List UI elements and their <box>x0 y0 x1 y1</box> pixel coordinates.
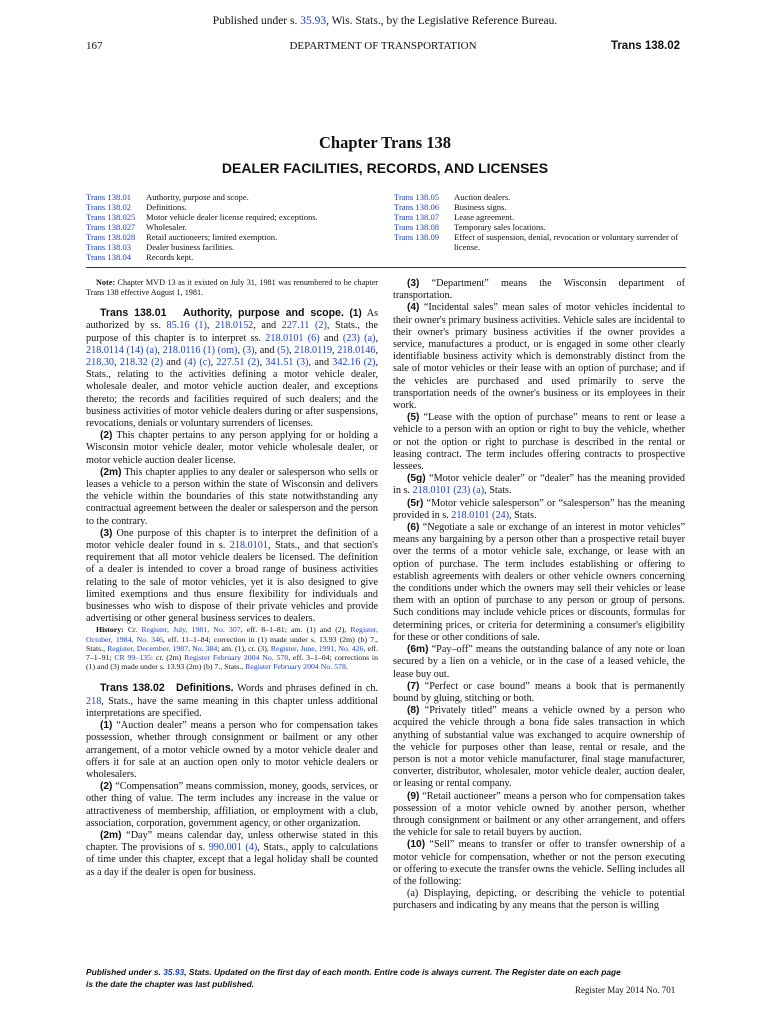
toc-entry[interactable] <box>394 202 686 212</box>
toc-section-link[interactable]: Trans 138.07 <box>394 212 440 222</box>
statute-link[interactable]: 227.11 (2) <box>281 320 327 332</box>
banner-statute-link[interactable]: 35.93 <box>300 15 327 27</box>
sub-label: (2m) <box>100 829 122 841</box>
toc-right <box>394 192 686 252</box>
text-run: One purpose of this chapter is to interpret the definition of a motor vehicle dealer found in s. <box>86 527 378 552</box>
statute-link[interactable]: 218.0146 <box>337 344 376 356</box>
toc-section-link[interactable]: Trans 138.01 <box>86 192 132 202</box>
text-run: “Privately titled” means a vehicle owned by a person who acquired the vehicle through a bona fide sales transaction in which anything of substantial value was exchanged to acquire ownership of the vehicle for purposes other than lease, rental or resale, and the person is not a motor vehicle manufacturer, final stage manufacturer, converter, distributor, wholesaler, motor vehicle dealer, auction dealer, or leasing or rental company. <box>393 705 685 790</box>
sub-label: (4) <box>407 302 420 314</box>
toc-section-link[interactable]: Trans 138.09 <box>394 232 440 242</box>
statute-link[interactable]: (4) (c) <box>184 357 211 368</box>
toc-section-title: Wholesaler. <box>146 222 187 232</box>
text-run: “Incidental sales” mean sales of motor vehicles incidental to their owner's primary business activities. Vehicle sales are incidental to their owner's primary business activities if the owner provides a service, manufactures a product, or is engaged in some other clearly identifiable business activity which is demonstrably distinct from the sale of motor vehicles or their lease with an option of purchase; and if the vehicles are purchased and used primarily to serve the transportation needs of the owner's business or its employees in their work. <box>393 302 685 412</box>
definition-6m <box>393 644 685 681</box>
divider-rule <box>86 267 686 268</box>
statute-link[interactable]: 341.51 (3) <box>265 357 309 368</box>
text-run: Cr. <box>123 625 142 635</box>
text-run: , <box>114 357 120 368</box>
statute-link[interactable]: 218.0119 <box>294 344 333 356</box>
definition-2m <box>86 830 378 879</box>
definition-3 <box>393 278 685 302</box>
definition-8 <box>393 705 685 790</box>
toc-section-link[interactable]: Trans 138.02 <box>86 202 132 212</box>
chapter-subtitle: DEALER FACILITIES, RECORDS, AND LICENSES <box>221 160 549 176</box>
text-run: , <box>375 332 379 344</box>
register-link[interactable]: Register February 2004 No. 578 <box>184 653 289 663</box>
text-run: “Retail auctioneer” means a person who for compensation takes possession of a motor vehicle owned by another person, whether through consignment or bailment or any other arrangement, and offers the vehicle for sale to retail buyers by auction. <box>393 790 685 839</box>
statute-link[interactable]: (5) <box>277 344 290 356</box>
right-column <box>393 278 685 913</box>
statute-link[interactable]: 218 <box>86 695 102 707</box>
footer-line-1 <box>86 966 686 978</box>
sub-label: (1) <box>349 308 362 320</box>
sub-label: (8) <box>407 705 420 717</box>
definition-7 <box>393 681 685 705</box>
note-label: Note: <box>96 278 116 287</box>
toc-entry[interactable] <box>86 232 376 242</box>
text-run: “Sell” means to transfer or offer to transfer ownership of a motor vehicle for compensation, whether or not the person executing or offering to execute the transfer owns the vehicle. Selling includes all of the following: <box>393 839 685 887</box>
statute-link[interactable]: 218.0114 (14) (a) <box>86 344 158 356</box>
section-138-01-title: Authority, purpose and scope. <box>182 307 344 320</box>
register-link[interactable]: Register, October, 1984, No. 346 <box>86 625 379 644</box>
text-run: “Motor vehicle dealer” or “dealer” has the meaning provided in s. <box>393 473 685 497</box>
sub-label: (5g) <box>407 473 426 485</box>
text-run: , <box>237 344 243 356</box>
text-run: , Stats. <box>484 485 512 497</box>
register-link[interactable]: Register February 2004 No. 578 <box>245 662 346 672</box>
section-138-01-sub-2 <box>86 430 378 467</box>
text-run: , <box>289 344 295 356</box>
definition-9 <box>393 791 685 840</box>
running-head <box>86 40 680 54</box>
text-run: “Compensation” means commission, money, goods, services, or other thing of value. The term includes any increase in the value or attractiveness of membership, affiliation, or employment with a club, association, corporation, government agency, or other organization. <box>86 781 378 829</box>
history-label: History: <box>96 625 124 635</box>
text-run: , Stats., the purpose of this chapter is to interpret ss. <box>86 320 378 344</box>
footer-statute-link[interactable]: 35.93 <box>163 967 185 977</box>
text-run: , eff. 3–1–04; corrections in (1) and (3) made under s. 13.93 (2m) (b) 7., Stats., <box>86 653 378 672</box>
sub-label: (2) <box>100 781 113 793</box>
sub-label: (3) <box>100 527 113 539</box>
statute-link[interactable]: (23) (a) <box>342 332 376 344</box>
statute-link[interactable]: 218.0101 (6) <box>265 332 320 344</box>
statute-link[interactable]: 218.30 <box>86 357 115 368</box>
toc-section-link[interactable]: Trans 138.03 <box>86 242 132 252</box>
toc-entry[interactable] <box>394 192 686 202</box>
text-run: , <box>206 320 216 332</box>
register-link[interactable]: Register, July, 1981, No. 307 <box>141 625 241 635</box>
footer-line-2: is the date the chapter was last published. <box>86 979 255 989</box>
definition-2 <box>86 781 378 830</box>
text-run: “Pay–off” means the outstanding balance of any note or loan secured by a lien on a vehicle, or in the case of a leased vehicle, the lease buy out. <box>393 644 685 680</box>
text-run: , Stats., and that section's requirement that all motor vehicle dealers be licensed. The definition of a dealer is intended to cover a broad range of business activities relating to the sale of motor vehicles, yet it is also designed to give limited exemptions and thus ensure flexibility for individuals and businesses who wish to dispose of their private vehicles and provide advertising or other general business services to dealers. <box>86 540 378 625</box>
text-run: , Stats., have the same meaning in this chapter unless additional interpretations are specified. <box>86 695 378 719</box>
toc-section-title: Records kept. <box>146 252 194 262</box>
text-run: , eff. 11–1–84; correction in (1) made under s. 13.93 (2m) (b) 7., Stats., <box>86 634 378 653</box>
definition-1 <box>86 720 378 781</box>
department-name: DEPARTMENT OF TRANSPORTATION <box>289 40 477 52</box>
definition-5 <box>393 412 685 473</box>
text-run: , eff. 7–1–91; <box>86 643 378 663</box>
sub-label: (7) <box>407 680 420 692</box>
text-run: “Department” means the Wisconsin department of transportation. <box>393 278 685 302</box>
text-run: ; am. (1), cr. (3), <box>217 643 271 653</box>
definition-10a: (a) Displaying, depicting, or describing the vehicle to potential purchasers and indicating by any means that the person is willing <box>393 888 685 912</box>
sub-label: (10) <box>407 839 426 851</box>
text-run: , <box>210 357 217 368</box>
text-run: Published under s. <box>86 967 164 977</box>
toc-section-title: Auction dealers. <box>454 192 511 202</box>
toc-section-title: Retail auctioneers; limited exemption. <box>146 232 278 242</box>
section-138-01-sub-2m <box>86 467 378 528</box>
definition-6 <box>393 522 685 644</box>
text-run: , eff. 8–1–81; am. (1) and (2), <box>240 625 351 635</box>
definition-4 <box>393 302 685 412</box>
sub-label: (6) <box>407 522 420 534</box>
register-link[interactable]: Register, June, 1991, No. 426 <box>270 643 364 653</box>
statute-link[interactable]: 342.16 (2) <box>332 357 376 368</box>
statute-link[interactable]: 218.32 (2) <box>119 357 163 368</box>
toc-entry[interactable] <box>86 222 376 232</box>
text-run: , Stats., relating to the activities defining a motor vehicle dealer, wholesale dealer, and motor vehicle auction dealer, and exceptions thereto; the records and facilities required of such dealers; and the business activities of motor vehicle dealers during or after suspensions, revocations, denials or voluntary surrenders of licenses. <box>86 357 378 430</box>
toc-section-link[interactable]: Trans 138.06 <box>394 202 440 212</box>
text-run: This chapter pertains to any person applying for or holding a Wisconsin motor vehicle dealer, motor vehicle wholesale dealer, or motor vehicle auction dealer license. <box>86 430 378 466</box>
statute-link[interactable]: 218.0116 (1) (om) <box>162 344 238 356</box>
text-run: This chapter applies to any dealer or salesperson who sells or leases a vehicle to a person within the state of Wisconsin and delivers the vehicle within the boundaries of this state notwithstanding any contractual agreement between the dealer or salesperson and the person to the contrary. <box>86 466 378 527</box>
sub-label: (6m) <box>407 644 429 656</box>
toc-section-link[interactable]: Trans 138.08 <box>394 222 440 232</box>
toc-section-link[interactable]: Trans 138.028 <box>86 232 136 242</box>
text-run: and <box>319 332 343 344</box>
toc-entry[interactable] <box>86 252 376 262</box>
toc-section-title: Lease agreement. <box>454 212 515 222</box>
toc-section-title: Definitions. <box>146 202 187 212</box>
section-138-02-number: Trans 138.02 <box>100 682 165 695</box>
text-run: and <box>162 357 185 368</box>
text-run: , <box>332 344 338 356</box>
toc-section-title: Motor vehicle dealer license required; exceptions. <box>146 212 318 222</box>
banner-suffix: , Wis. Stats., by the Legislative Reference Bureau. <box>326 15 558 27</box>
text-run: , and <box>253 320 282 332</box>
toc-section-title: Dealer business facilities. <box>146 242 235 252</box>
text-run: “Negotiate a sale or exchange of an interest in motor vehicles” means any bargaining by a person other than a prospective retail buyer over the terms of a motor vehicle sale, exchange, or lease with an option of purchase. The term includes establishing or offering to establish agreements with dealers or other vehicle owners concerning the conditions under which the owners may sell their vehicles or lease them with an option of purchase to any person or group of persons. Such conditions may include vehicle prices or discounts, formulas for determining prices, or criteria for determining a consumer's eligibility for these or other conditions of sale. <box>393 522 685 643</box>
toc-section-link[interactable]: Trans 138.04 <box>86 252 132 262</box>
toc-left <box>86 192 376 262</box>
statute-link[interactable]: 990.001 (4) <box>208 842 258 854</box>
note-text: Chapter MVD 13 as it existed on July 31, 1981 was renumbered to be chapter Trans 138 effective August 1, 1981. <box>86 278 378 297</box>
toc-entry[interactable] <box>86 242 376 252</box>
definition-5r <box>393 498 685 522</box>
chapter-title: Chapter Trans 138 <box>318 133 452 152</box>
text-run: “Perfect or case bound” means a book that is permanently bound by gluing, stitching or both. <box>393 680 685 704</box>
statute-link[interactable]: 218.0152 <box>215 320 254 332</box>
statute-link[interactable]: 218.0101 (24) <box>451 509 510 521</box>
text-run: : cr. (2m) <box>150 653 185 663</box>
section-code: Trans 138.02 <box>610 40 680 52</box>
text-run: , Stats., apply to calculations of time under this chapter, except that a legal holiday shall be counted as a day if the dealer is open for business. <box>86 842 378 878</box>
sub-label: (5r) <box>407 497 424 509</box>
text-run: , <box>259 357 266 368</box>
sub-label: (3) <box>407 278 420 289</box>
statute-link[interactable]: 227.51 (2) <box>216 357 260 368</box>
text-run: . <box>345 662 348 672</box>
definition-5g <box>393 473 685 497</box>
definition-10 <box>393 839 685 888</box>
register-link[interactable]: Register, December, 1987, No. 384 <box>107 643 218 653</box>
section-138-01-sub-3 <box>86 528 378 626</box>
toc-entry[interactable] <box>394 222 686 232</box>
toc-entry[interactable] <box>86 212 376 222</box>
page-number: 167 <box>86 40 103 52</box>
sub-label: (1) <box>100 720 113 732</box>
sub-label: (2) <box>100 430 113 442</box>
banner-prefix: Published under s. <box>212 15 301 27</box>
left-column <box>86 278 378 879</box>
toc-section-title: Business signs. <box>454 202 507 212</box>
statute-link[interactable]: 218.0101 (23) (a) <box>412 485 485 497</box>
history-note <box>86 625 378 671</box>
toc-section-title: Temporary sales locations. <box>454 222 546 232</box>
toc-entry[interactable] <box>394 212 686 222</box>
text-run: , and <box>308 357 333 368</box>
text-run: As authorized by ss. <box>86 308 379 332</box>
text-run: , and <box>254 344 278 356</box>
toc-entry[interactable] <box>86 202 376 212</box>
statute-link[interactable]: 85.16 (1) <box>166 320 207 332</box>
section-138-02-intro <box>86 682 378 720</box>
chapter-note <box>86 278 378 297</box>
sub-label: (5) <box>407 412 420 424</box>
publication-banner <box>0 15 770 27</box>
sub-label: (2m) <box>100 466 122 478</box>
toc-entry[interactable] <box>394 232 686 252</box>
toc-section-link[interactable]: Trans 138.025 <box>86 212 136 222</box>
section-138-01-number: Trans 138.01 <box>100 307 167 320</box>
text-run: , Stats. <box>509 509 537 521</box>
register-link[interactable]: CR 99–135 <box>114 653 151 663</box>
toc-section-title: Authority, purpose and scope. <box>146 192 249 202</box>
toc-entry[interactable] <box>86 192 376 202</box>
text-run: “Day” means calendar day, unless otherwise stated in this chapter. The provisions of s. <box>86 829 378 854</box>
toc-section-title: Effect of suspension, denial, revocation or voluntary surrender of license. <box>454 232 679 252</box>
section-138-01-sub-1 <box>86 307 378 430</box>
register-date: Register May 2014 No. 701 <box>575 985 676 995</box>
text-run: “Lease with the option of purchase” means to rent or lease a vehicle to a person with an option or right to buy the vehicle, whether or not the option or right to purchase is described in the rental or leasing contract. The term includes offering contracts to prospective lessees. <box>393 412 685 473</box>
toc-section-link[interactable]: Trans 138.027 <box>86 222 136 232</box>
text-run: “Auction dealer” means a person who for compensation takes possession, whether through consignment or bailment or any other arrangement, of a motor vehicle owned by a motor vehicle dealer and offers it for sale at an auction open only to motor vehicle dealers or wholesalers. <box>86 720 378 780</box>
statute-link[interactable]: 218.0101 <box>229 540 268 552</box>
section-138-02-title: Definitions. <box>175 682 234 695</box>
sub-label: (9) <box>407 790 420 802</box>
text-run: , <box>157 344 163 356</box>
text-run: Words and phrases defined in ch. <box>233 683 378 695</box>
text-run: , Stats. Updated on the first day of each month. Entire code is always current. The Register date on each page <box>184 967 621 977</box>
text-run: , <box>375 344 378 356</box>
text-run: “Motor vehicle salesperson” or “salesperson” has the meaning provided in s. <box>393 497 685 521</box>
toc-section-link[interactable]: Trans 138.05 <box>394 192 440 202</box>
statute-link[interactable]: (3) <box>242 344 255 356</box>
